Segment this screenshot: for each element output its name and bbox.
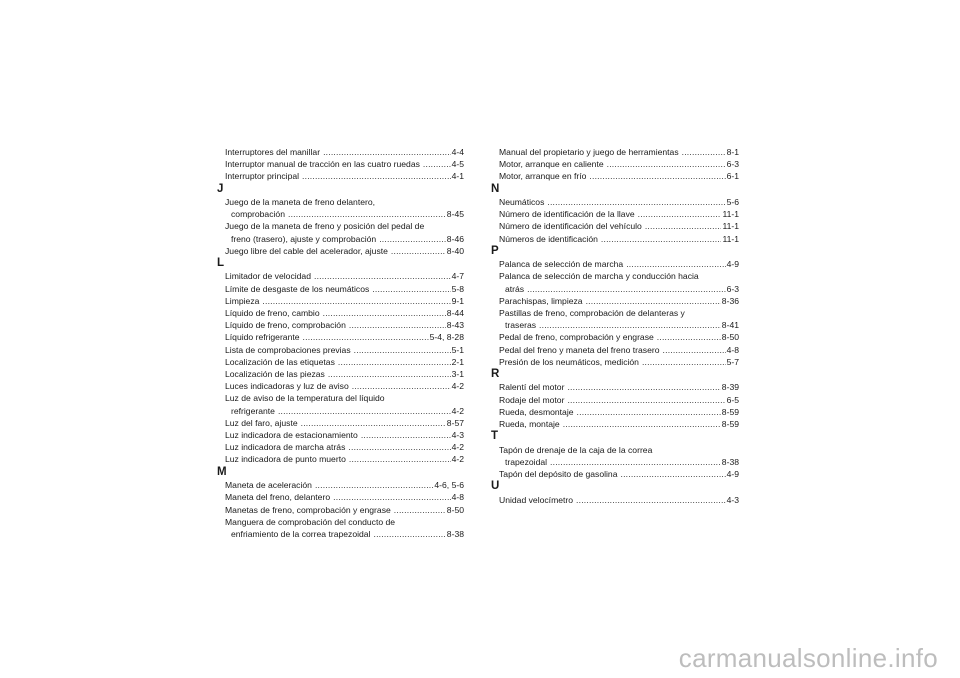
index-entry: [491, 295, 739, 307]
index-entry-page: 4-1: [451, 171, 464, 182]
index-entry-page: 8-38: [446, 528, 464, 539]
index-entry-text: Pedal de freno, comprobación y engrase: [499, 332, 654, 343]
dot-leader: [567, 394, 725, 406]
index-entry-text: Motor, arranque en caliente: [499, 159, 604, 170]
index-entry-page: 4-3: [726, 494, 739, 505]
index-entry-page: 4-2: [451, 381, 464, 392]
index-entry-page: 8-59: [721, 406, 739, 417]
index-entry-text: Número de identificación de la llave: [499, 209, 635, 220]
index-entry-page: 8-41: [721, 320, 739, 331]
index-entry: [491, 158, 739, 170]
index-entry-page: 8-38: [721, 456, 739, 467]
index-entry-text: Luz indicadora de marcha atrás: [225, 442, 346, 453]
dot-leader: [638, 208, 722, 220]
dot-leader: [314, 270, 451, 282]
index-entry: [491, 233, 739, 245]
index-entry-page: 5-4, 8-28: [429, 332, 464, 343]
index-entry-text: Interruptor manual de tracción en las cuatro ruedas: [225, 159, 420, 170]
index-entry-text-line: Palanca de selección de marcha y conducción hacia: [499, 271, 699, 282]
dot-leader: [626, 258, 725, 270]
index-entry: [491, 381, 739, 393]
index-entry-text: Rodaje del motor: [499, 394, 565, 405]
index-entry: [217, 220, 464, 244]
index-entry: [217, 283, 464, 295]
index-letter-heading: R: [491, 368, 500, 381]
index-entry: [491, 494, 739, 506]
index-entry: [491, 220, 739, 232]
index-entry-page: 8-50: [446, 504, 464, 515]
index-entry-page: 4-9: [726, 259, 739, 270]
index-entry-page: 8-44: [446, 308, 464, 319]
index-entry-text: Pedal del freno y maneta del freno trasero: [499, 344, 660, 355]
index-entry-page: 8-57: [446, 417, 464, 428]
index-entry: [217, 331, 464, 343]
dot-leader: [354, 344, 451, 356]
index-entry: [217, 479, 464, 491]
index-entry-page: 8-1: [726, 147, 739, 157]
dot-leader: [527, 283, 725, 295]
index-entry-text: Luz indicadora de punto muerto: [225, 454, 346, 465]
index-entry: [217, 270, 464, 282]
index-entry-page: 4-7: [451, 271, 464, 282]
index-entry-page: 11-1: [722, 221, 739, 232]
dot-leader: [682, 146, 726, 158]
dot-leader: [567, 381, 720, 393]
dot-leader: [352, 380, 451, 392]
index-entry-page: 4-8: [451, 492, 464, 503]
index-entry: [217, 245, 464, 257]
dot-leader: [328, 368, 451, 380]
dot-leader: [374, 528, 446, 540]
index-entry-text: refrigerante: [231, 405, 275, 416]
index-entry-text: Motor, arranque en frío: [499, 171, 587, 182]
dot-leader: [576, 494, 726, 506]
index-entry: [217, 344, 464, 356]
dot-leader: [288, 208, 446, 220]
index-entry-text: Líquido de freno, cambio: [225, 308, 320, 319]
dot-leader: [303, 331, 429, 343]
index-entry-text-line: Juego de la maneta de freno delantero,: [225, 197, 376, 208]
index-entry-page: 8-43: [446, 320, 464, 331]
index-entry-text: Interruptor principal: [225, 171, 300, 182]
index-entry: [217, 356, 464, 368]
index-entry: [491, 307, 739, 331]
index-entry: [491, 444, 739, 468]
index-entry-page: 6-1: [726, 171, 739, 182]
index-entry-page: 8-36: [721, 295, 739, 306]
index-entry-page: 5-8: [451, 283, 464, 294]
index-entry-text: Luz del faro, ajuste: [225, 417, 298, 428]
index-entry: [217, 158, 464, 170]
index-entry: [491, 356, 739, 368]
index-entry-text: enfriamiento de la correa trapezoidal: [231, 528, 371, 539]
index-entry-text: Maneta de aceleración: [225, 480, 312, 491]
index-entry: [217, 170, 464, 182]
dot-leader: [539, 319, 721, 331]
dot-leader: [301, 417, 446, 429]
index-entry-text: comprobación: [231, 209, 285, 220]
index-entry: [217, 368, 464, 380]
index-letter-heading: T: [491, 430, 499, 443]
index-entry: [491, 468, 739, 480]
index-entry-page: 4-5: [451, 159, 464, 170]
index-entry-text: Manetas de freno, comprobación y engrase: [225, 504, 391, 515]
index-entry-page: 11-1: [722, 209, 739, 220]
index-entry-text: atrás: [505, 283, 525, 294]
dot-leader: [601, 233, 722, 245]
index-entry-page: 4-2: [451, 454, 464, 465]
dot-leader: [563, 418, 721, 430]
dot-leader: [621, 468, 726, 480]
dot-leader: [379, 233, 446, 245]
dot-leader: [302, 170, 451, 182]
index-entry-text: Palanca de selección de marcha: [499, 259, 624, 270]
index-entry-page: 8-45: [446, 209, 464, 220]
dot-leader: [607, 158, 726, 170]
index-entry: [217, 441, 464, 453]
index-entry: [491, 170, 739, 182]
index-entry-text: Neumáticos: [499, 197, 545, 208]
index-entry: [217, 504, 464, 516]
dot-leader: [394, 504, 446, 516]
index-entry-page: 4-2: [451, 405, 464, 416]
index-entry-page: 8-39: [721, 382, 739, 393]
index-entry-text: Localización de las piezas: [225, 369, 325, 380]
index-entry-text: Rueda, montaje: [499, 419, 560, 430]
index-letter-heading: J: [217, 182, 224, 195]
dot-leader: [663, 344, 726, 356]
index-entry-page: 6-3: [726, 283, 739, 294]
index-entry-text: Unidad velocímetro: [499, 494, 574, 505]
index-letter-heading: P: [491, 244, 499, 257]
index-entry-page: 8-40: [446, 245, 464, 256]
index-entry: [217, 146, 464, 158]
index-entry-page: 4-2: [451, 442, 464, 453]
index-entry-page: 4-8: [726, 344, 739, 355]
index-entry-text: Interruptores del manillar: [225, 147, 321, 157]
index-entry: [491, 270, 739, 294]
index-entry: [491, 344, 739, 356]
dot-leader: [645, 220, 722, 232]
index-entry-text-line: Manguera de comprobación del conducto de: [225, 516, 396, 527]
index-entry-text: trapezoidal: [505, 456, 548, 467]
index-entry: [217, 196, 464, 220]
index-entry: [217, 295, 464, 307]
dot-leader: [323, 146, 451, 158]
dot-leader: [586, 295, 721, 307]
index-entry-page: 8-59: [721, 419, 739, 430]
index-entry-text: Localización de las etiquetas: [225, 356, 335, 367]
index-entry-page: 4-6, 5-6: [434, 480, 464, 491]
index-entry-text: Parachispas, limpieza: [499, 295, 583, 306]
index-entry-text: Líquido de freno, comprobación: [225, 320, 346, 331]
index-entry-text: Presión de los neumáticos, medición: [499, 356, 639, 367]
index-entry: [217, 319, 464, 331]
index-entry-text: Rueda, desmontaje: [499, 406, 574, 417]
index-entry-text-line: Pastillas de freno, comprobación de delanteras y: [499, 308, 685, 319]
index-entry-page: 6-3: [726, 159, 739, 170]
index-entry-page: 6-5: [726, 394, 739, 405]
index-entry: [491, 258, 739, 270]
index-entry-text: Luz indicadora de estacionamiento: [225, 430, 358, 441]
index-entry: [491, 146, 739, 158]
index-entry-text: Lista de comprobaciones previas: [225, 344, 351, 355]
index-letter-heading: M: [217, 465, 227, 478]
index-entry: [491, 208, 739, 220]
index-entry-text: Limitador de velocidad: [225, 271, 311, 282]
index-entry: [491, 406, 739, 418]
index-entry-page: 11-1: [722, 233, 739, 244]
index-entry-text: Limpieza: [225, 295, 260, 306]
index-entry-page: 3-1: [451, 369, 464, 380]
dot-leader: [333, 491, 450, 503]
index-entry-text: traseras: [505, 320, 537, 331]
index-entry-text: Manual del propietario y juego de herramientas: [499, 147, 679, 157]
dot-leader: [577, 406, 721, 418]
index-entry-page: 2-1: [451, 356, 464, 367]
index-entry: [217, 392, 464, 416]
index-entry-text: Luces indicadoras y luz de aviso: [225, 381, 349, 392]
index-entry: [217, 380, 464, 392]
index-entry: [491, 394, 739, 406]
dot-leader: [262, 295, 450, 307]
index-letter-heading: U: [491, 480, 500, 493]
index-entry: [217, 491, 464, 503]
index-entry-text: Maneta del freno, delantero: [225, 492, 331, 503]
dot-leader: [315, 479, 433, 491]
dot-leader: [642, 356, 726, 368]
index-entry: [217, 417, 464, 429]
index-entry: [217, 307, 464, 319]
index-entry-page: 9-1: [451, 295, 464, 306]
index-entry-text: Tapón del depósito de gasolina: [499, 469, 618, 480]
index-entry-page: 4-9: [726, 469, 739, 480]
index-entry-page: 8-46: [446, 233, 464, 244]
index-letter-heading: N: [491, 182, 500, 195]
index-entry: [217, 429, 464, 441]
dot-leader: [349, 453, 451, 465]
index-entry-text: Límite de desgaste de los neumáticos: [225, 283, 370, 294]
index-entry-text-line: Juego de la maneta de freno y posición del pedal de: [225, 221, 425, 232]
dot-leader: [550, 456, 721, 468]
dot-leader: [547, 196, 725, 208]
watermark: carmanualsonline.info: [678, 643, 938, 673]
dot-leader: [361, 429, 451, 441]
dot-leader: [348, 441, 450, 453]
index-entry: [491, 196, 739, 208]
index-entry-text: freno (trasero), ajuste y comprobación: [231, 233, 377, 244]
index-entry-text: Líquido refrigerante: [225, 332, 300, 343]
index-entry-text-line: Luz de aviso de la temperatura del líquido: [225, 393, 385, 404]
index-entry-page: 5-1: [451, 344, 464, 355]
index-column-left: [217, 146, 464, 540]
index-entry: [491, 418, 739, 430]
index-entry-page: 4-4: [451, 147, 464, 157]
index-entry-text: Números de identificación: [499, 233, 598, 244]
index-entry: [217, 453, 464, 465]
index-entry: [217, 516, 464, 540]
index-column-right: [491, 146, 739, 506]
dot-leader: [349, 319, 446, 331]
dot-leader: [372, 283, 450, 295]
index-entry: [491, 331, 739, 343]
index-entry-text: Número de identificación del vehículo: [499, 221, 642, 232]
index-entry-page: 5-6: [726, 197, 739, 208]
dot-leader: [589, 170, 725, 182]
index-entry-text-line: Tapón de drenaje de la caja de la correa: [499, 444, 653, 455]
dot-leader: [338, 356, 451, 368]
dot-leader: [323, 307, 446, 319]
index-entry-page: 8-50: [721, 332, 739, 343]
index-entry-page: 4-3: [451, 430, 464, 441]
index-entry-text: Ralentí del motor: [499, 382, 565, 393]
dot-leader: [278, 405, 451, 417]
index-letter-heading: L: [217, 257, 225, 270]
index-entry-text: Juego libre del cable del acelerador, ajuste: [225, 245, 388, 256]
dot-leader: [391, 245, 446, 257]
index-entry-page: 5-7: [726, 356, 739, 367]
dot-leader: [657, 331, 721, 343]
dot-leader: [423, 158, 451, 170]
